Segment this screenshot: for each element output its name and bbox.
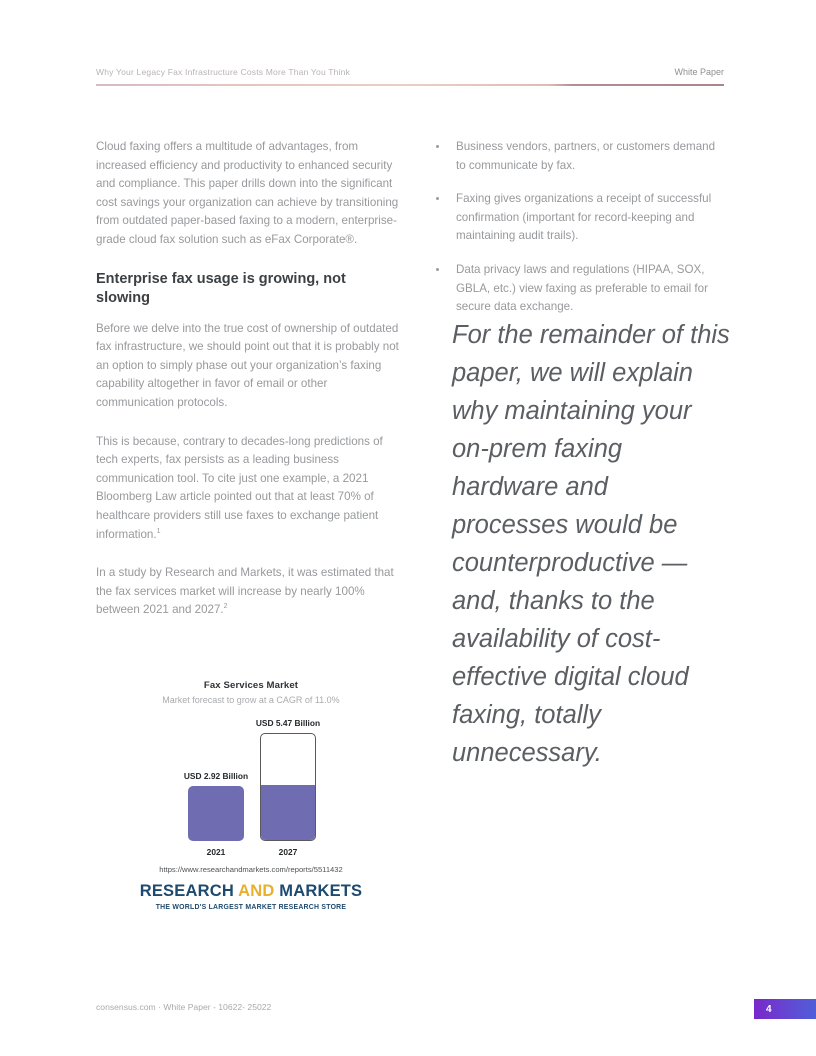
header-document-type: White Paper [674, 67, 724, 77]
bar-group-2027 [255, 718, 321, 857]
list-item [430, 138, 726, 175]
footnote-ref-1: 1 [156, 527, 161, 535]
logo-word-and: AND [238, 882, 275, 900]
section-heading: Enterprise fax usage is growing, not slowing [96, 270, 346, 306]
pull-quote: For the remainder of this paper, we will explain why maintaining your on-prem faxing hardware and processes would be counterproductive — and, thanks to the availability of cost-effective digital cloud faxing, totally unnecessary. [452, 321, 730, 767]
list-item-label: Business vendors, partners, or customers demand to communicate by fax. [456, 140, 716, 172]
chart-subtitle: Market forecast to grow at a CAGR of 11.0% [162, 695, 340, 705]
list-item [430, 261, 726, 317]
left-column [96, 138, 402, 620]
footnote-ref-2: 2 [223, 603, 228, 611]
right-column [430, 138, 726, 317]
list-item-label: Faxing gives organizations a receipt of successful confirmation (important for record-keeping and maintaining audit trails). [456, 192, 712, 243]
chart-plot-area [120, 713, 382, 859]
paragraph-3-text: This is because, contrary to decades-long predictions of tech experts, fax persists as a leading business communication tool. To cite just one example, a 2021 Bloomberg Law article pointed out that at least 70% of healthcare providers still use faxes to exchange patient information. [96, 434, 383, 541]
page-number-badge [754, 999, 816, 1019]
chart-title: Fax Services Market [203, 680, 299, 691]
page-number: 4 [766, 1003, 772, 1015]
bar-2027 [260, 733, 316, 841]
paragraph-2: Before we delve into the true cost of ownership of outdated fax infrastructure, we should point out that it is probably not an option to simply phase out your organization’s faxing capability altogether in favor of email or other communication protocols. [96, 321, 399, 409]
paragraph-4-text: In a study by Research and Markets, it was estimated that the fax services market will increase by nearly 100% between 2021 and 2027. [96, 566, 394, 617]
bar-category-label-2027: 2027 [278, 847, 298, 857]
list-item-label: Data privacy laws and regulations (HIPAA, SOX, GBLA, etc.) view faxing as preferable to email for secure data exchange. [456, 262, 708, 314]
logo-wordmark [120, 883, 382, 900]
benefits-bullet-list [430, 138, 726, 317]
bar-2027-baseline-fill [261, 785, 315, 840]
bullet-dot-icon [436, 145, 439, 148]
bullet-dot-icon [436, 197, 439, 200]
bar-group-2021 [183, 771, 249, 857]
footer-text: consensus.com · White Paper - 10622- 25022 [96, 1002, 272, 1012]
logo-word-research: RESEARCH [139, 882, 234, 900]
research-and-markets-logo [120, 883, 382, 911]
page-header [96, 64, 724, 88]
chart-source-url[interactable]: https://www.researchandmarkets.com/reports/5511432 [159, 865, 343, 874]
header-document-title: Why Your Legacy Fax Infrastructure Costs More Than You Think [96, 67, 351, 77]
bar-2021 [188, 786, 244, 841]
intro-paragraph: Cloud faxing offers a multitude of advantages, from increased efficiency and productivity to enhanced security and compliance. This paper drills down into the significant cost savings your organization can achieve by transitioning from outdated paper-based faxing to a modern, enterprise-grade cloud fax solution such as eFax Corporate®. [96, 140, 399, 246]
logo-tagline: THE WORLD'S LARGEST MARKET RESEARCH STORE [155, 903, 347, 911]
fax-services-market-chart [120, 680, 382, 911]
paragraph-4 [96, 564, 402, 620]
bar-category-label-2021: 2021 [206, 847, 226, 857]
list-item [430, 190, 726, 246]
logo-word-markets: MARKETS [279, 882, 363, 900]
bullet-dot-icon [436, 268, 439, 271]
bar-value-label-2021: USD 2.92 Billion [183, 771, 249, 781]
bar-value-label-2027: USD 5.47 Billion [255, 718, 321, 728]
paragraph-3 [96, 433, 402, 545]
header-divider-rule [96, 84, 724, 86]
